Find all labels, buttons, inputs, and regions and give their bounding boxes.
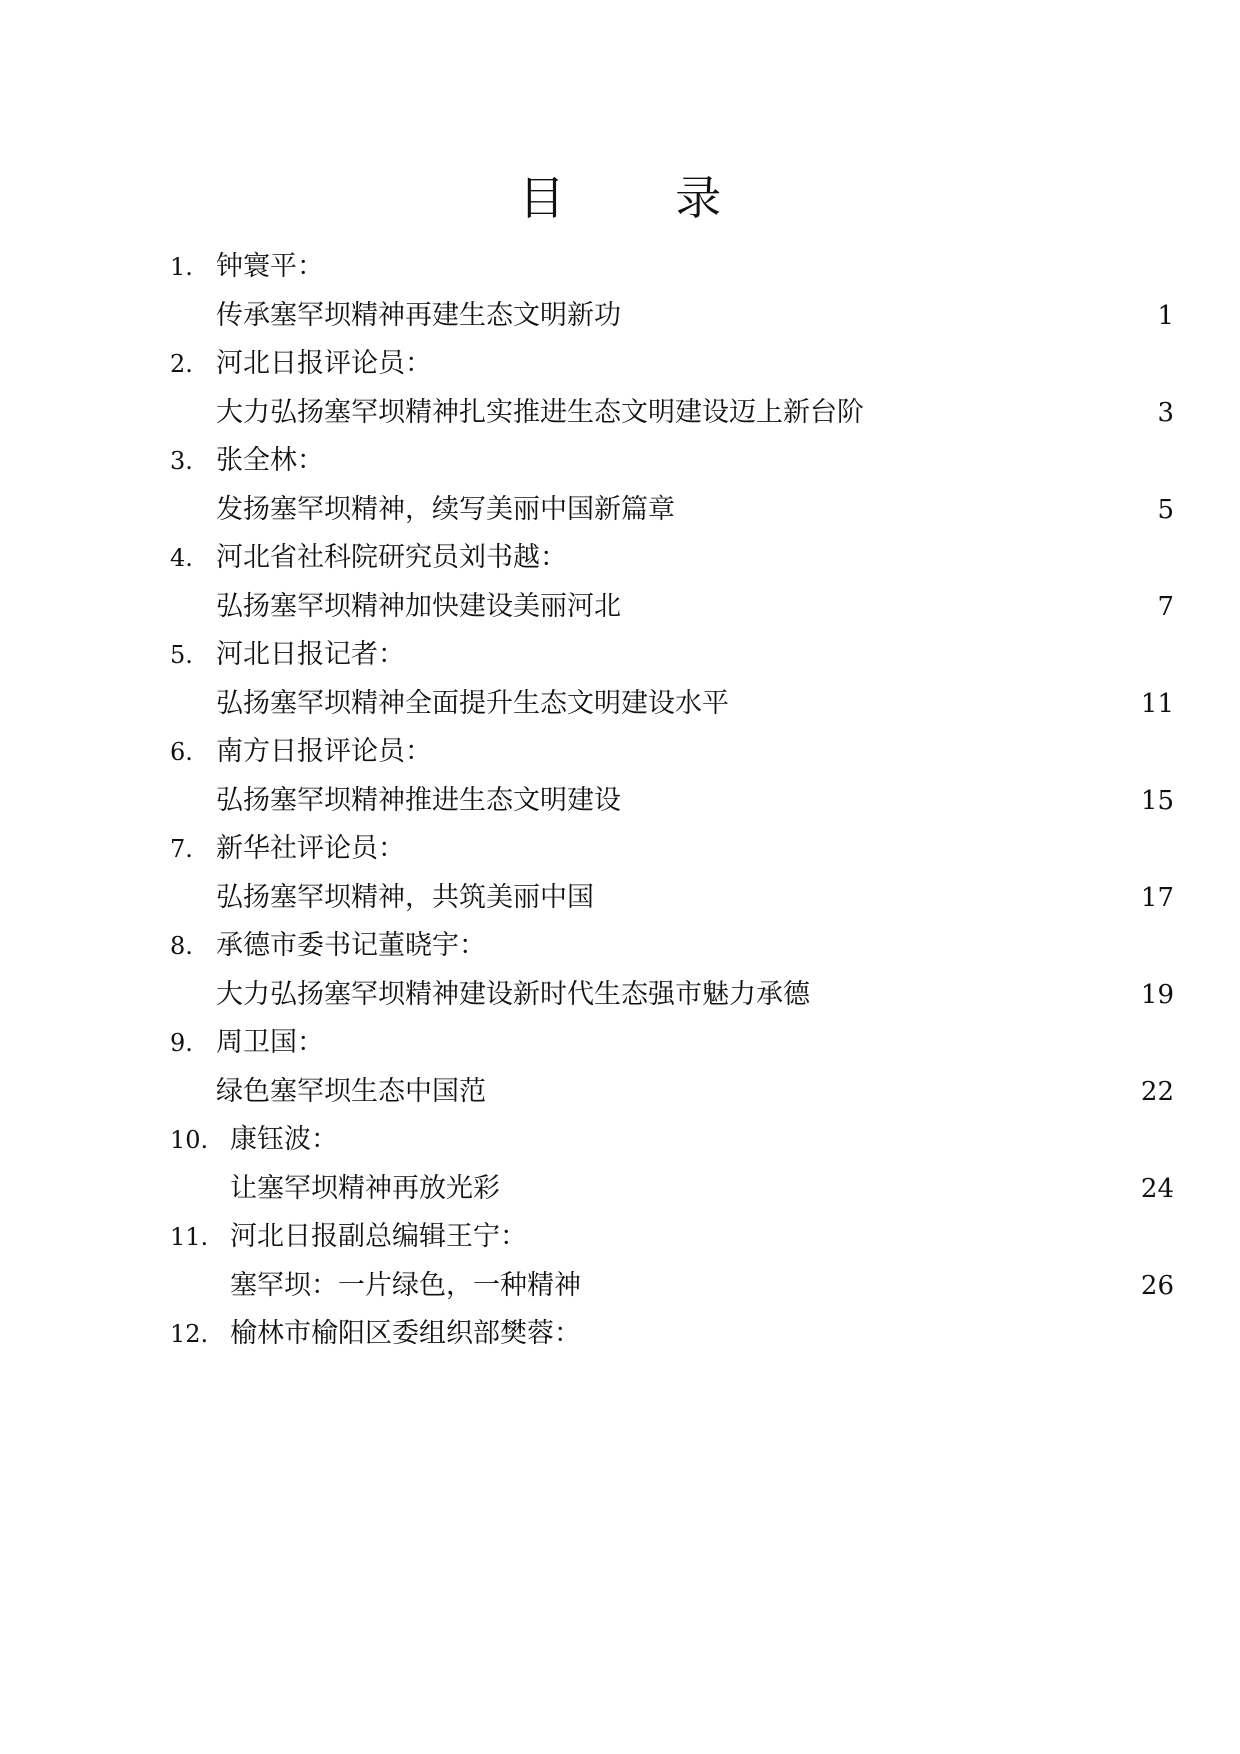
toc-entry-number: 4.: [170, 544, 193, 572]
toc-entry-title[interactable]: 塞罕坝：一片绿色，一种精神: [230, 1269, 581, 1301]
toc-entry-author: 承德市委书记董晓宇：: [216, 930, 486, 961]
toc-entry-number: 5.: [170, 641, 193, 669]
toc-entry-title-row[interactable]: [0, 289, 1240, 343]
toc-entry-title[interactable]: 大力弘扬塞罕坝精神扎实推进生态文明建设迈上新台阶: [216, 396, 864, 428]
toc-entry-title[interactable]: 传承塞罕坝精神再建生态文明新功: [216, 299, 621, 331]
toc-entry-title[interactable]: 弘扬塞罕坝精神推进生态文明建设: [216, 784, 621, 816]
toc-entry-page-number: 26: [1140, 1270, 1174, 1301]
toc-entry-author: 榆林市榆阳区委组织部樊蓉：: [230, 1318, 581, 1349]
toc-entry-title-row[interactable]: [0, 483, 1240, 537]
toc-entry-author: 河北省社科院研究员刘书越：: [216, 542, 567, 573]
toc-entry-title-row[interactable]: [0, 968, 1240, 1022]
toc-entry-author-row: [0, 1016, 1240, 1070]
toc-entry-title[interactable]: 让塞罕坝精神再放光彩: [230, 1172, 500, 1204]
toc-entry-title-row[interactable]: [0, 580, 1240, 634]
toc-entry-number: 7.: [170, 835, 193, 863]
toc-entry-page-number: 5: [1157, 494, 1174, 525]
toc-entry-author-row: [0, 531, 1240, 585]
toc-entry-page-number: 1: [1157, 300, 1174, 331]
toc-entry-author-row: [0, 822, 1240, 876]
toc-entry-author: 周卫国：: [216, 1027, 324, 1058]
toc-entry-number: 3.: [170, 447, 193, 475]
toc-entry-author-row: [0, 919, 1240, 973]
toc-entry-page-number: 11: [1140, 688, 1174, 719]
toc-entry-page-number: 3: [1157, 397, 1174, 428]
toc-entry-number: 2.: [170, 350, 193, 378]
toc-entry-title-row[interactable]: [0, 677, 1240, 731]
toc-entry-author: 河北日报副总编辑王宁：: [230, 1221, 527, 1252]
toc-entry-author-row: [0, 240, 1240, 294]
toc-entry-author-row: [0, 628, 1240, 682]
toc-entry-title-row[interactable]: [0, 774, 1240, 828]
toc-entry-page-number: 7: [1157, 591, 1174, 622]
toc-entry-number: 6.: [170, 738, 193, 766]
toc-entry-number: 9.: [170, 1029, 193, 1057]
toc-entry-number: 12.: [170, 1320, 209, 1348]
toc-entry-author-row: [0, 1210, 1240, 1264]
toc-entry-author: 康钰波：: [230, 1124, 338, 1155]
toc-entry-title[interactable]: 弘扬塞罕坝精神，共筑美丽中国: [216, 881, 594, 913]
toc-entry-number: 10.: [170, 1126, 209, 1154]
toc-entry-author: 河北日报评论员：: [216, 348, 432, 379]
toc-entry-author: 钟寰平：: [216, 251, 324, 282]
toc-entry-page-number: 19: [1140, 979, 1174, 1010]
toc-entry-author-row: [0, 434, 1240, 488]
page-title: 目 录: [518, 171, 770, 225]
toc-entry-title[interactable]: 绿色塞罕坝生态中国范: [216, 1075, 486, 1107]
toc-entry-author-row: [0, 725, 1240, 779]
toc-entry-title[interactable]: 弘扬塞罕坝精神加快建设美丽河北: [216, 590, 621, 622]
toc-entry-page-number: 24: [1140, 1173, 1174, 1204]
toc-entry-author: 张全林：: [216, 445, 324, 476]
toc-entry-author-row: [0, 1307, 1240, 1361]
toc-entry-page-number: 17: [1140, 882, 1174, 913]
toc-entry-title-row[interactable]: [0, 871, 1240, 925]
toc-entry-author-row: [0, 337, 1240, 391]
toc-entry-number: 8.: [170, 932, 193, 960]
toc-entry-author: 河北日报记者：: [216, 639, 405, 670]
toc-entry-number: 11.: [170, 1223, 209, 1251]
toc-entry-page-number: 22: [1140, 1076, 1174, 1107]
toc-entry-number: 1.: [170, 253, 193, 281]
toc-entry-title[interactable]: 大力弘扬塞罕坝精神建设新时代生态强市魅力承德: [216, 978, 810, 1010]
toc-entry-author-row: [0, 1113, 1240, 1167]
toc-entry-title-row[interactable]: [0, 1162, 1240, 1216]
toc-entry-author: 南方日报评论员：: [216, 736, 432, 767]
toc-entry-title-row[interactable]: [0, 386, 1240, 440]
toc-entry-title-row[interactable]: [0, 1259, 1240, 1313]
toc-entry-author: 新华社评论员：: [216, 833, 405, 864]
toc-entry-title[interactable]: 弘扬塞罕坝精神全面提升生态文明建设水平: [216, 687, 729, 719]
toc-entry-title[interactable]: 发扬塞罕坝精神，续写美丽中国新篇章: [216, 493, 675, 525]
toc-entry-title-row[interactable]: [0, 1065, 1240, 1119]
toc-entry-page-number: 15: [1140, 785, 1174, 816]
